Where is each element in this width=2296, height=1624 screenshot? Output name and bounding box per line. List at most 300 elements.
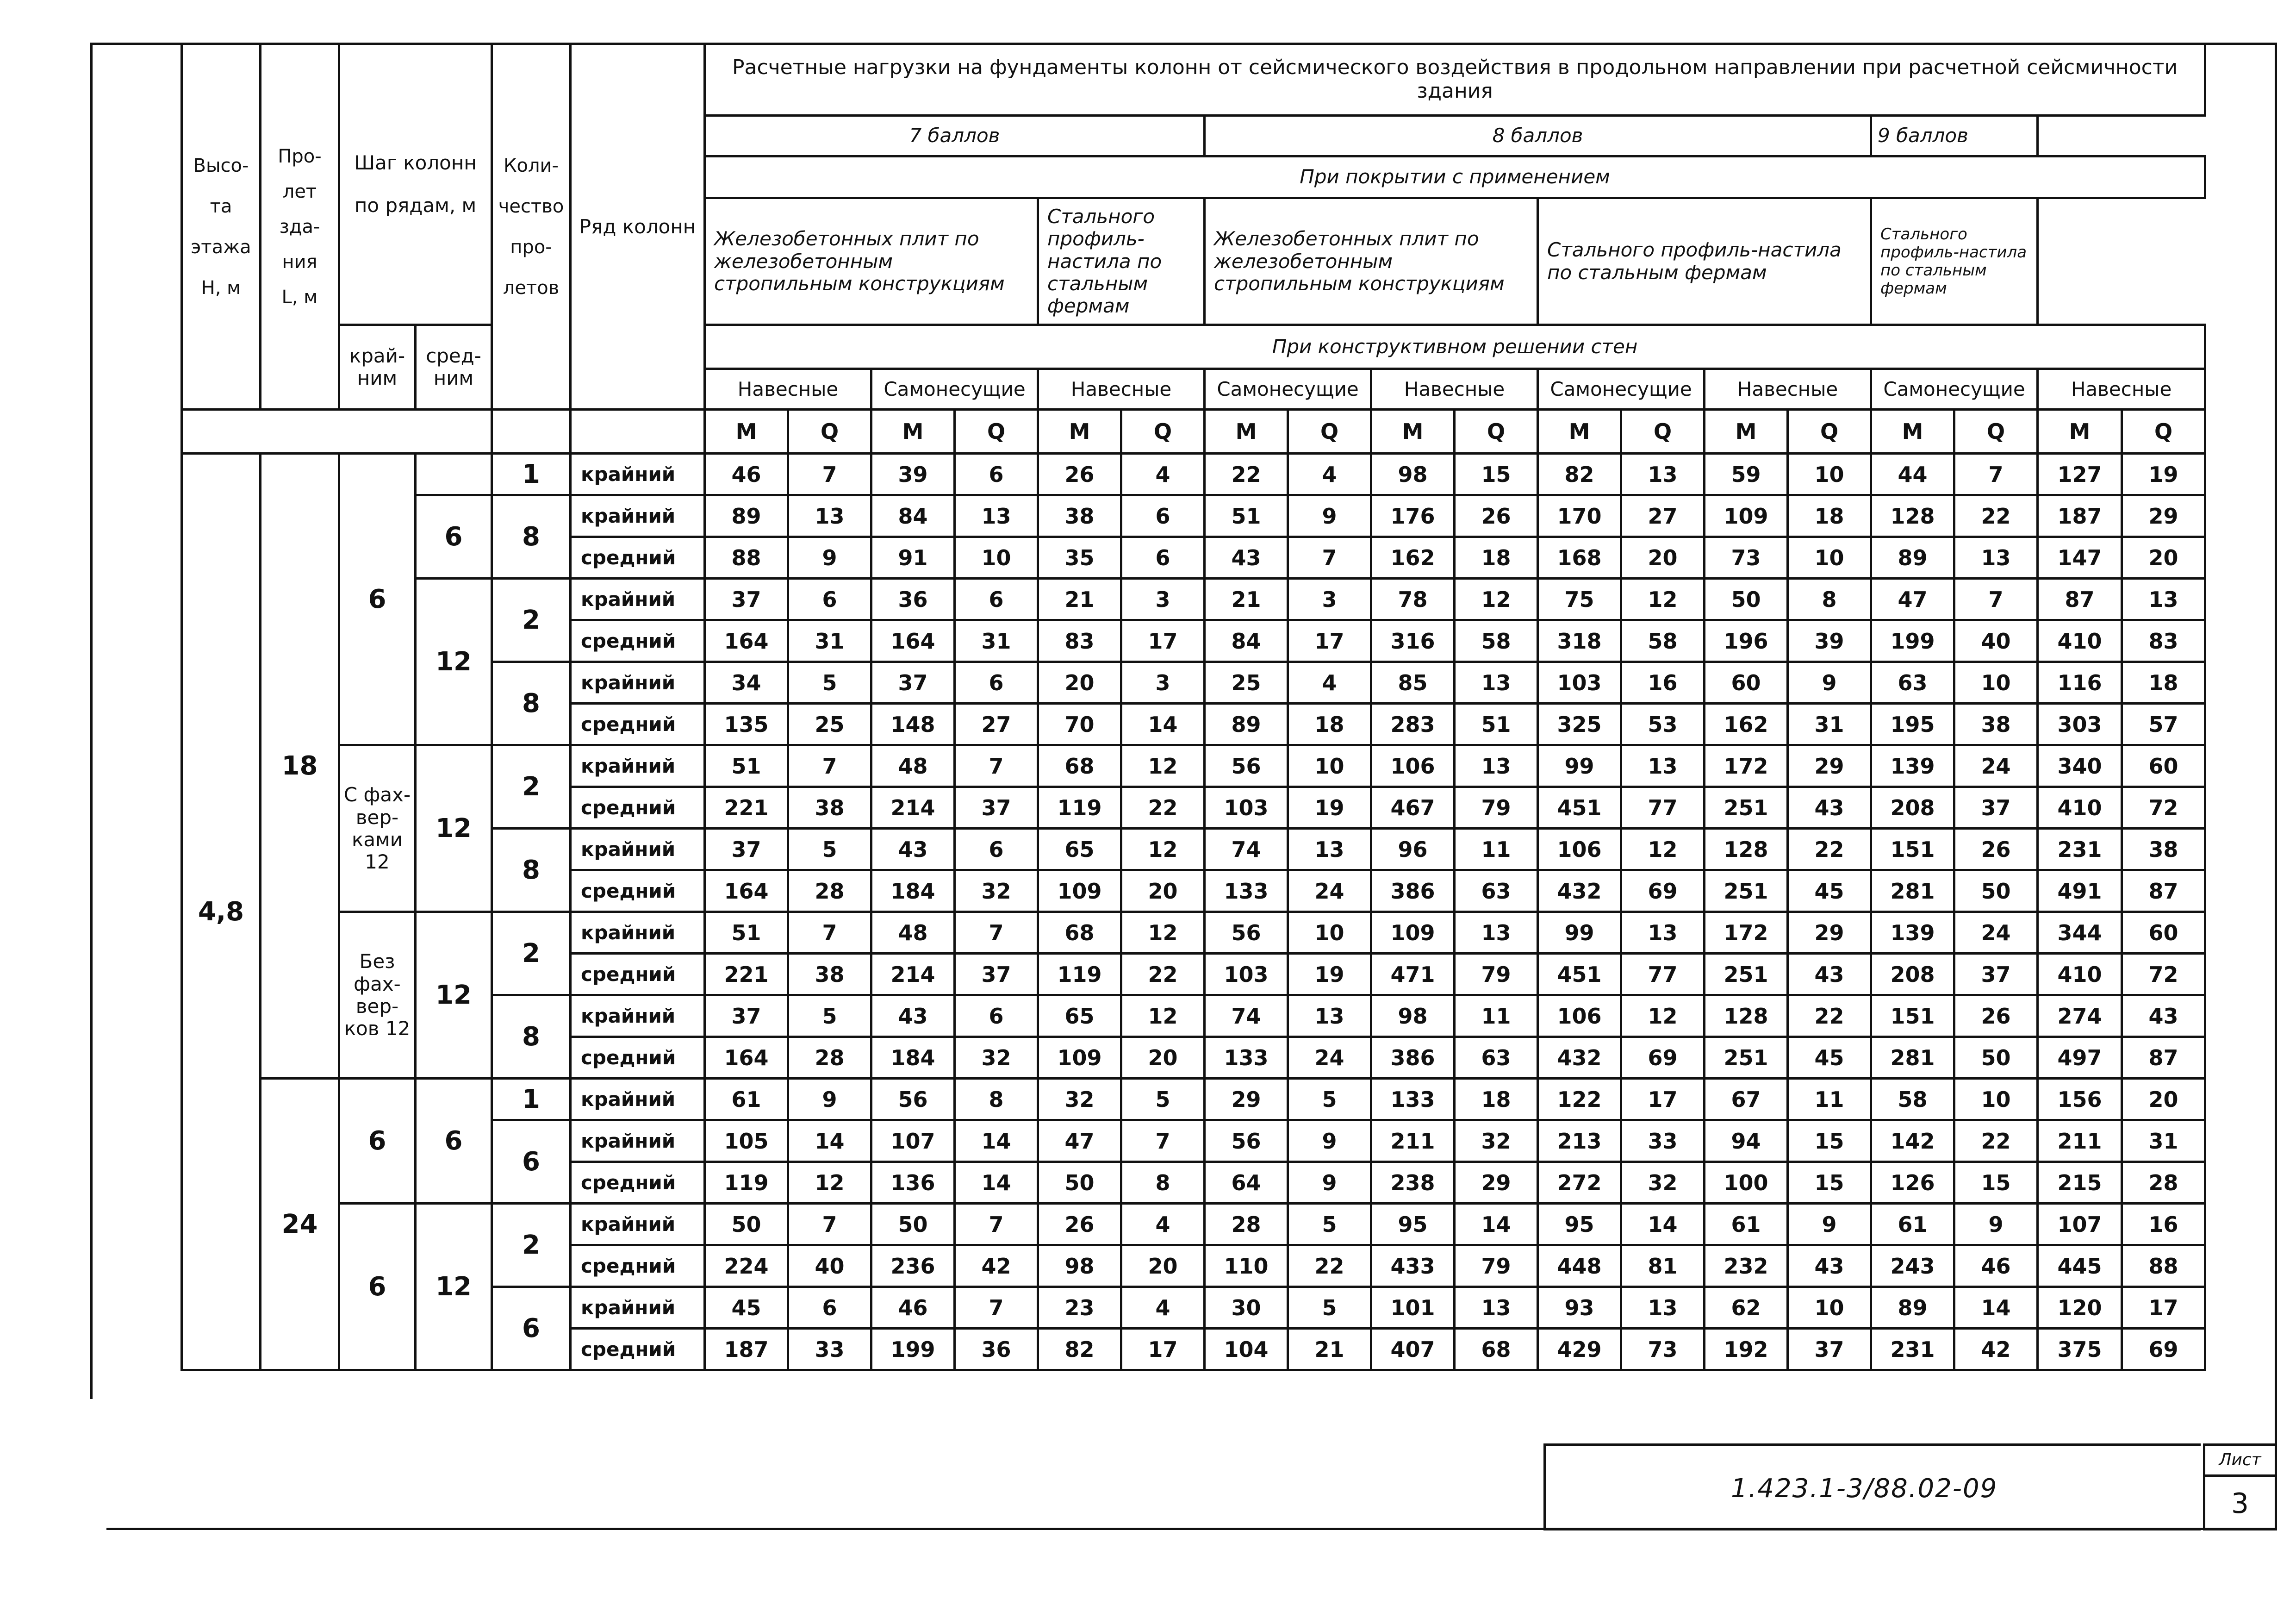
moment-value: 56 — [1205, 912, 1288, 954]
shear-value: 37 — [1954, 787, 2038, 829]
moment-value: 103 — [1205, 954, 1288, 995]
moment-value: 35 — [1038, 537, 1121, 579]
shear-value: 4 — [1121, 1287, 1205, 1329]
group-count: 8 — [492, 495, 571, 579]
moment-value: 176 — [1371, 495, 1455, 537]
shear-value: 7 — [1954, 454, 2038, 495]
moment-value: 36 — [871, 579, 955, 620]
moment-value: 47 — [1038, 1120, 1121, 1162]
moment-value: 95 — [1371, 1204, 1455, 1245]
moment-value: 429 — [1538, 1329, 1621, 1370]
shear-value: 6 — [788, 1287, 871, 1329]
header-q: Q — [2122, 410, 2205, 454]
header-q: Q — [955, 410, 1038, 454]
moment-value: 106 — [1538, 995, 1621, 1037]
shear-value: 5 — [788, 829, 871, 870]
group-count: 2 — [492, 745, 571, 829]
moment-value: 29 — [1205, 1079, 1288, 1120]
moment-value: 48 — [871, 745, 955, 787]
shear-value: 12 — [1121, 745, 1205, 787]
header-step-edge: край-ним — [339, 325, 416, 410]
header-span-5: L, м — [281, 286, 318, 308]
moment-value: 43 — [871, 829, 955, 870]
moment-value: 96 — [1371, 829, 1455, 870]
table-row — [182, 1079, 2205, 1120]
moment-value: 64 — [1205, 1162, 1288, 1204]
shear-value: 21 — [1288, 1329, 1371, 1370]
column-row-label: крайний — [571, 745, 705, 787]
moment-value: 164 — [871, 620, 955, 662]
shear-value: 13 — [1455, 745, 1538, 787]
shear-value: 31 — [1788, 704, 1871, 745]
header-cover: При покрытии с применением — [705, 156, 2205, 198]
shear-value: 13 — [1621, 1287, 1705, 1329]
shear-value: 12 — [1621, 579, 1705, 620]
shear-value: 88 — [2122, 1245, 2205, 1287]
moment-value: 445 — [2038, 1245, 2122, 1287]
table-row — [182, 454, 2205, 495]
moment-value: 128 — [1705, 829, 1788, 870]
header-9-points: 9 баллов — [1871, 116, 2038, 156]
shear-value: 14 — [955, 1120, 1038, 1162]
shear-value: 12 — [788, 1162, 871, 1204]
shear-value: 12 — [1121, 912, 1205, 954]
shear-value: 20 — [2122, 1079, 2205, 1120]
moment-value: 98 — [1371, 995, 1455, 1037]
shear-value: 5 — [1288, 1287, 1371, 1329]
moment-value: 45 — [705, 1287, 788, 1329]
moment-value: 106 — [1538, 829, 1621, 870]
shear-value: 6 — [955, 662, 1038, 704]
header-q: Q — [1788, 410, 1871, 454]
group-step-mid: 6 — [416, 1079, 492, 1204]
moment-value: 99 — [1538, 912, 1621, 954]
moment-value: 199 — [1871, 620, 1954, 662]
moment-value: 47 — [1871, 579, 1954, 620]
shear-value: 19 — [2122, 454, 2205, 495]
shear-value: 19 — [1288, 787, 1371, 829]
shear-value: 18 — [1788, 495, 1871, 537]
moment-value: 98 — [1371, 454, 1455, 495]
moment-value: 51 — [705, 745, 788, 787]
moment-value: 82 — [1038, 1329, 1121, 1370]
header-q: Q — [1954, 410, 2038, 454]
shear-value: 60 — [2122, 912, 2205, 954]
moment-value: 147 — [2038, 537, 2122, 579]
moment-value: 21 — [1205, 579, 1288, 620]
shear-value: 5 — [788, 662, 871, 704]
shear-value: 12 — [1621, 995, 1705, 1037]
shear-value: 10 — [955, 537, 1038, 579]
moment-value: 101 — [1371, 1287, 1455, 1329]
moment-value: 281 — [1871, 1037, 1954, 1079]
shear-value: 25 — [788, 704, 871, 745]
moment-value: 133 — [1205, 1037, 1288, 1079]
column-row-label: крайний — [571, 995, 705, 1037]
header-m: M — [1371, 410, 1455, 454]
shear-value: 10 — [1788, 1287, 1871, 1329]
shear-value: 26 — [1954, 829, 2038, 870]
shear-value: 13 — [1455, 1287, 1538, 1329]
moment-value: 26 — [1038, 1204, 1121, 1245]
moment-value: 99 — [1538, 745, 1621, 787]
header-m: M — [2038, 410, 2122, 454]
moment-value: 433 — [1371, 1245, 1455, 1287]
shear-value: 9 — [1288, 1162, 1371, 1204]
shear-value: 29 — [1455, 1162, 1538, 1204]
shear-value: 50 — [1954, 1037, 2038, 1079]
shear-value: 15 — [1788, 1162, 1871, 1204]
shear-value: 22 — [1788, 829, 1871, 870]
group-step-mid — [416, 454, 492, 495]
shear-value: 10 — [1288, 912, 1371, 954]
moment-value: 497 — [2038, 1037, 2122, 1079]
shear-value: 57 — [2122, 704, 2205, 745]
header-span-4: ния — [282, 251, 317, 273]
moment-value: 109 — [1038, 1037, 1121, 1079]
shear-value: 9 — [1788, 1204, 1871, 1245]
header-wall-type: Самонесущие — [1205, 369, 1371, 410]
moment-value: 119 — [1038, 787, 1121, 829]
shear-value: 43 — [1788, 954, 1871, 995]
moment-value: 32 — [1038, 1079, 1121, 1120]
moment-value: 43 — [871, 995, 955, 1037]
shear-value: 13 — [1621, 454, 1705, 495]
header-spacer-row — [571, 410, 705, 454]
moment-value: 136 — [871, 1162, 955, 1204]
shear-value: 18 — [2122, 662, 2205, 704]
moment-value: 231 — [1871, 1329, 1954, 1370]
moment-value: 50 — [1705, 579, 1788, 620]
moment-value: 192 — [1705, 1329, 1788, 1370]
shear-value: 5 — [1288, 1079, 1371, 1120]
shear-value: 79 — [1455, 1245, 1538, 1287]
shear-value: 15 — [1455, 454, 1538, 495]
shear-value: 13 — [955, 495, 1038, 537]
shear-value: 79 — [1455, 954, 1538, 995]
moment-value: 37 — [705, 579, 788, 620]
moment-value: 451 — [1538, 954, 1621, 995]
column-row-label: крайний — [571, 1120, 705, 1162]
moment-value: 410 — [2038, 787, 2122, 829]
moment-value: 232 — [1705, 1245, 1788, 1287]
moment-value: 224 — [705, 1245, 788, 1287]
shear-value: 14 — [1455, 1204, 1538, 1245]
shear-value: 26 — [1954, 995, 2038, 1037]
right-border-line — [2275, 43, 2277, 1530]
moment-value: 251 — [1705, 954, 1788, 995]
shear-value: 9 — [1288, 1120, 1371, 1162]
header-wall-type: Навесные — [705, 369, 871, 410]
table-title: Расчетные нагрузки на фундаменты колонн от сейсмического воздействия в продольном направлении при расчетной сейсмичности здания — [705, 44, 2205, 116]
moment-value: 142 — [1871, 1120, 1954, 1162]
shear-value: 8 — [955, 1079, 1038, 1120]
moment-value: 184 — [871, 870, 955, 912]
header-q: Q — [1121, 410, 1205, 454]
moment-value: 340 — [2038, 745, 2122, 787]
header-7-points: 7 баллов — [705, 116, 1205, 156]
group-count: 2 — [492, 912, 571, 995]
moment-value: 109 — [1371, 912, 1455, 954]
shear-value: 27 — [955, 704, 1038, 745]
shear-value: 20 — [1121, 1245, 1205, 1287]
moment-value: 110 — [1205, 1245, 1288, 1287]
title-block — [1543, 1443, 2201, 1530]
shear-value: 7 — [955, 745, 1038, 787]
shear-value: 7 — [788, 454, 871, 495]
shear-value: 39 — [1788, 620, 1871, 662]
moment-value: 133 — [1371, 1079, 1455, 1120]
moment-value: 30 — [1205, 1287, 1288, 1329]
shear-value: 13 — [788, 495, 871, 537]
header-wall-type: Навесные — [1371, 369, 1538, 410]
shear-value: 24 — [1954, 745, 2038, 787]
moment-value: 22 — [1205, 454, 1288, 495]
header-step-mid: сред-ним — [416, 325, 492, 410]
moment-value: 56 — [871, 1079, 955, 1120]
header-m: M — [705, 410, 788, 454]
moment-value: 68 — [1038, 745, 1121, 787]
moment-value: 38 — [1038, 495, 1121, 537]
moment-value: 407 — [1371, 1329, 1455, 1370]
header-spacer-count — [492, 410, 571, 454]
moment-value: 221 — [705, 954, 788, 995]
moment-value: 126 — [1871, 1162, 1954, 1204]
shear-value: 6 — [955, 829, 1038, 870]
shear-value: 11 — [1455, 829, 1538, 870]
moment-value: 448 — [1538, 1245, 1621, 1287]
shear-value: 12 — [1621, 829, 1705, 870]
moment-value: 37 — [705, 829, 788, 870]
moment-value: 170 — [1538, 495, 1621, 537]
group-step-edge: 6 — [339, 1204, 416, 1370]
header-m: M — [1705, 410, 1788, 454]
moment-value: 164 — [705, 1037, 788, 1079]
shear-value: 20 — [1121, 870, 1205, 912]
shear-value: 42 — [955, 1245, 1038, 1287]
moment-value: 23 — [1038, 1287, 1121, 1329]
seismic-loads-table — [180, 43, 2206, 1371]
moment-value: 283 — [1371, 704, 1455, 745]
shear-value: 9 — [1788, 662, 1871, 704]
moment-value: 251 — [1705, 787, 1788, 829]
moment-value: 344 — [2038, 912, 2122, 954]
moment-value: 62 — [1705, 1287, 1788, 1329]
shear-value: 20 — [1621, 537, 1705, 579]
column-row-label: средний — [571, 870, 705, 912]
header-steel-8: Стального профиль-настила по стальным фермам — [1538, 198, 1871, 325]
header-wall-type: Навесные — [1038, 369, 1205, 410]
moment-value: 28 — [1205, 1204, 1288, 1245]
shear-value: 17 — [1288, 620, 1371, 662]
moment-value: 68 — [1038, 912, 1121, 954]
moment-value: 98 — [1038, 1245, 1121, 1287]
moment-value: 93 — [1538, 1287, 1621, 1329]
shear-value: 7 — [788, 912, 871, 954]
shear-value: 18 — [1455, 1079, 1538, 1120]
header-row: Ряд колонн — [571, 44, 705, 410]
moment-value: 316 — [1371, 620, 1455, 662]
shear-value: 5 — [1121, 1079, 1205, 1120]
moment-value: 139 — [1871, 745, 1954, 787]
shear-value: 9 — [1288, 495, 1371, 537]
shear-value: 18 — [1455, 537, 1538, 579]
table-row — [182, 1204, 2205, 1245]
moment-value: 162 — [1371, 537, 1455, 579]
shear-value: 26 — [1455, 495, 1538, 537]
column-row-label: крайний — [571, 454, 705, 495]
moment-value: 107 — [2038, 1204, 2122, 1245]
moment-value: 61 — [1871, 1204, 1954, 1245]
moment-value: 128 — [1871, 495, 1954, 537]
group-height: 4,8 — [182, 454, 261, 1370]
shear-value: 45 — [1788, 1037, 1871, 1079]
shear-value: 31 — [2122, 1120, 2205, 1162]
moment-value: 187 — [2038, 495, 2122, 537]
moment-value: 281 — [1871, 870, 1954, 912]
moment-value: 89 — [705, 495, 788, 537]
moment-value: 432 — [1538, 1037, 1621, 1079]
shear-value: 22 — [1788, 995, 1871, 1037]
shear-value: 4 — [1121, 1204, 1205, 1245]
moment-value: 215 — [2038, 1162, 2122, 1204]
shear-value: 32 — [1455, 1120, 1538, 1162]
header-q: Q — [1455, 410, 1538, 454]
group-step-mid: 12 — [416, 579, 492, 745]
shear-value: 69 — [1621, 1037, 1705, 1079]
shear-value: 11 — [1455, 995, 1538, 1037]
header-walls: При конструктивном решении стен — [705, 325, 2205, 369]
table-row — [182, 745, 2205, 787]
moment-value: 195 — [1871, 704, 1954, 745]
table-row — [182, 495, 2205, 537]
column-row-label: крайний — [571, 579, 705, 620]
column-row-label: крайний — [571, 912, 705, 954]
shear-value: 19 — [1288, 954, 1371, 995]
moment-value: 375 — [2038, 1329, 2122, 1370]
column-row-label: крайний — [571, 1204, 705, 1245]
moment-value: 162 — [1705, 704, 1788, 745]
group-count: 2 — [492, 579, 571, 662]
column-row-label: средний — [571, 620, 705, 662]
shear-value: 29 — [1788, 745, 1871, 787]
shear-value: 7 — [788, 1204, 871, 1245]
header-8-points: 8 баллов — [1205, 116, 1871, 156]
moment-value: 21 — [1038, 579, 1121, 620]
shear-value: 13 — [2122, 579, 2205, 620]
moment-value: 196 — [1705, 620, 1788, 662]
header-span — [261, 44, 339, 410]
shear-value: 79 — [1455, 787, 1538, 829]
shear-value: 20 — [2122, 537, 2205, 579]
moment-value: 105 — [705, 1120, 788, 1162]
shear-value: 14 — [955, 1162, 1038, 1204]
group-step-mid: 12 — [416, 1204, 492, 1370]
column-row-label: крайний — [571, 495, 705, 537]
group-count: 1 — [492, 1079, 571, 1120]
moment-value: 50 — [1038, 1162, 1121, 1204]
shear-value: 3 — [1121, 662, 1205, 704]
moment-value: 51 — [705, 912, 788, 954]
shear-value: 22 — [1954, 1120, 2038, 1162]
shear-value: 37 — [955, 954, 1038, 995]
shear-value: 14 — [1621, 1204, 1705, 1245]
shear-value: 63 — [1455, 870, 1538, 912]
shear-value: 38 — [2122, 829, 2205, 870]
shear-value: 53 — [1621, 704, 1705, 745]
shear-value: 9 — [788, 537, 871, 579]
moment-value: 148 — [871, 704, 955, 745]
moment-value: 63 — [1871, 662, 1954, 704]
moment-value: 386 — [1371, 870, 1455, 912]
moment-value: 208 — [1871, 787, 1954, 829]
group-span: 24 — [261, 1079, 339, 1370]
header-height — [182, 44, 261, 410]
shear-value: 10 — [1954, 662, 2038, 704]
shear-value: 22 — [1121, 954, 1205, 995]
shear-value: 37 — [1954, 954, 2038, 995]
moment-value: 104 — [1205, 1329, 1288, 1370]
column-row-label: средний — [571, 954, 705, 995]
moment-value: 156 — [2038, 1079, 2122, 1120]
shear-value: 24 — [1288, 870, 1371, 912]
moment-value: 61 — [705, 1079, 788, 1120]
moment-value: 103 — [1538, 662, 1621, 704]
moment-value: 37 — [705, 995, 788, 1037]
sheet-number: 3 — [2231, 1487, 2249, 1520]
shear-value: 50 — [1954, 870, 2038, 912]
group-count: 1 — [492, 454, 571, 495]
shear-value: 28 — [788, 1037, 871, 1079]
moment-value: 168 — [1538, 537, 1621, 579]
shear-value: 68 — [1455, 1329, 1538, 1370]
shear-value: 12 — [1121, 829, 1205, 870]
moment-value: 26 — [1038, 454, 1121, 495]
column-row-label: крайний — [571, 1287, 705, 1329]
shear-value: 13 — [1621, 912, 1705, 954]
shear-value: 7 — [788, 745, 871, 787]
shear-value: 38 — [788, 954, 871, 995]
shear-value: 43 — [1788, 787, 1871, 829]
moment-value: 95 — [1538, 1204, 1621, 1245]
moment-value: 451 — [1538, 787, 1621, 829]
moment-value: 471 — [1371, 954, 1455, 995]
shear-value: 16 — [1621, 662, 1705, 704]
shear-value: 51 — [1455, 704, 1538, 745]
left-margin-line — [90, 43, 93, 1399]
moment-value: 37 — [871, 662, 955, 704]
moment-value: 106 — [1371, 745, 1455, 787]
group-span: 18 — [261, 454, 339, 1079]
moment-value: 410 — [2038, 620, 2122, 662]
moment-value: 50 — [871, 1204, 955, 1245]
shear-value: 22 — [1288, 1245, 1371, 1287]
shear-value: 33 — [788, 1329, 871, 1370]
moment-value: 61 — [1705, 1204, 1788, 1245]
sheet-label: Лист — [2205, 1446, 2275, 1477]
moment-value: 213 — [1538, 1120, 1621, 1162]
header-count — [492, 44, 571, 410]
header-rc-8: Железобетонных плит по железобетонным стропильным конструкциям — [1205, 198, 1538, 325]
group-step-edge: 6 — [339, 454, 416, 745]
column-row-label: крайний — [571, 829, 705, 870]
moment-value: 84 — [871, 495, 955, 537]
shear-value: 40 — [788, 1245, 871, 1287]
moment-value: 164 — [705, 870, 788, 912]
shear-value: 8 — [1788, 579, 1871, 620]
moment-value: 46 — [705, 454, 788, 495]
header-m: M — [871, 410, 955, 454]
